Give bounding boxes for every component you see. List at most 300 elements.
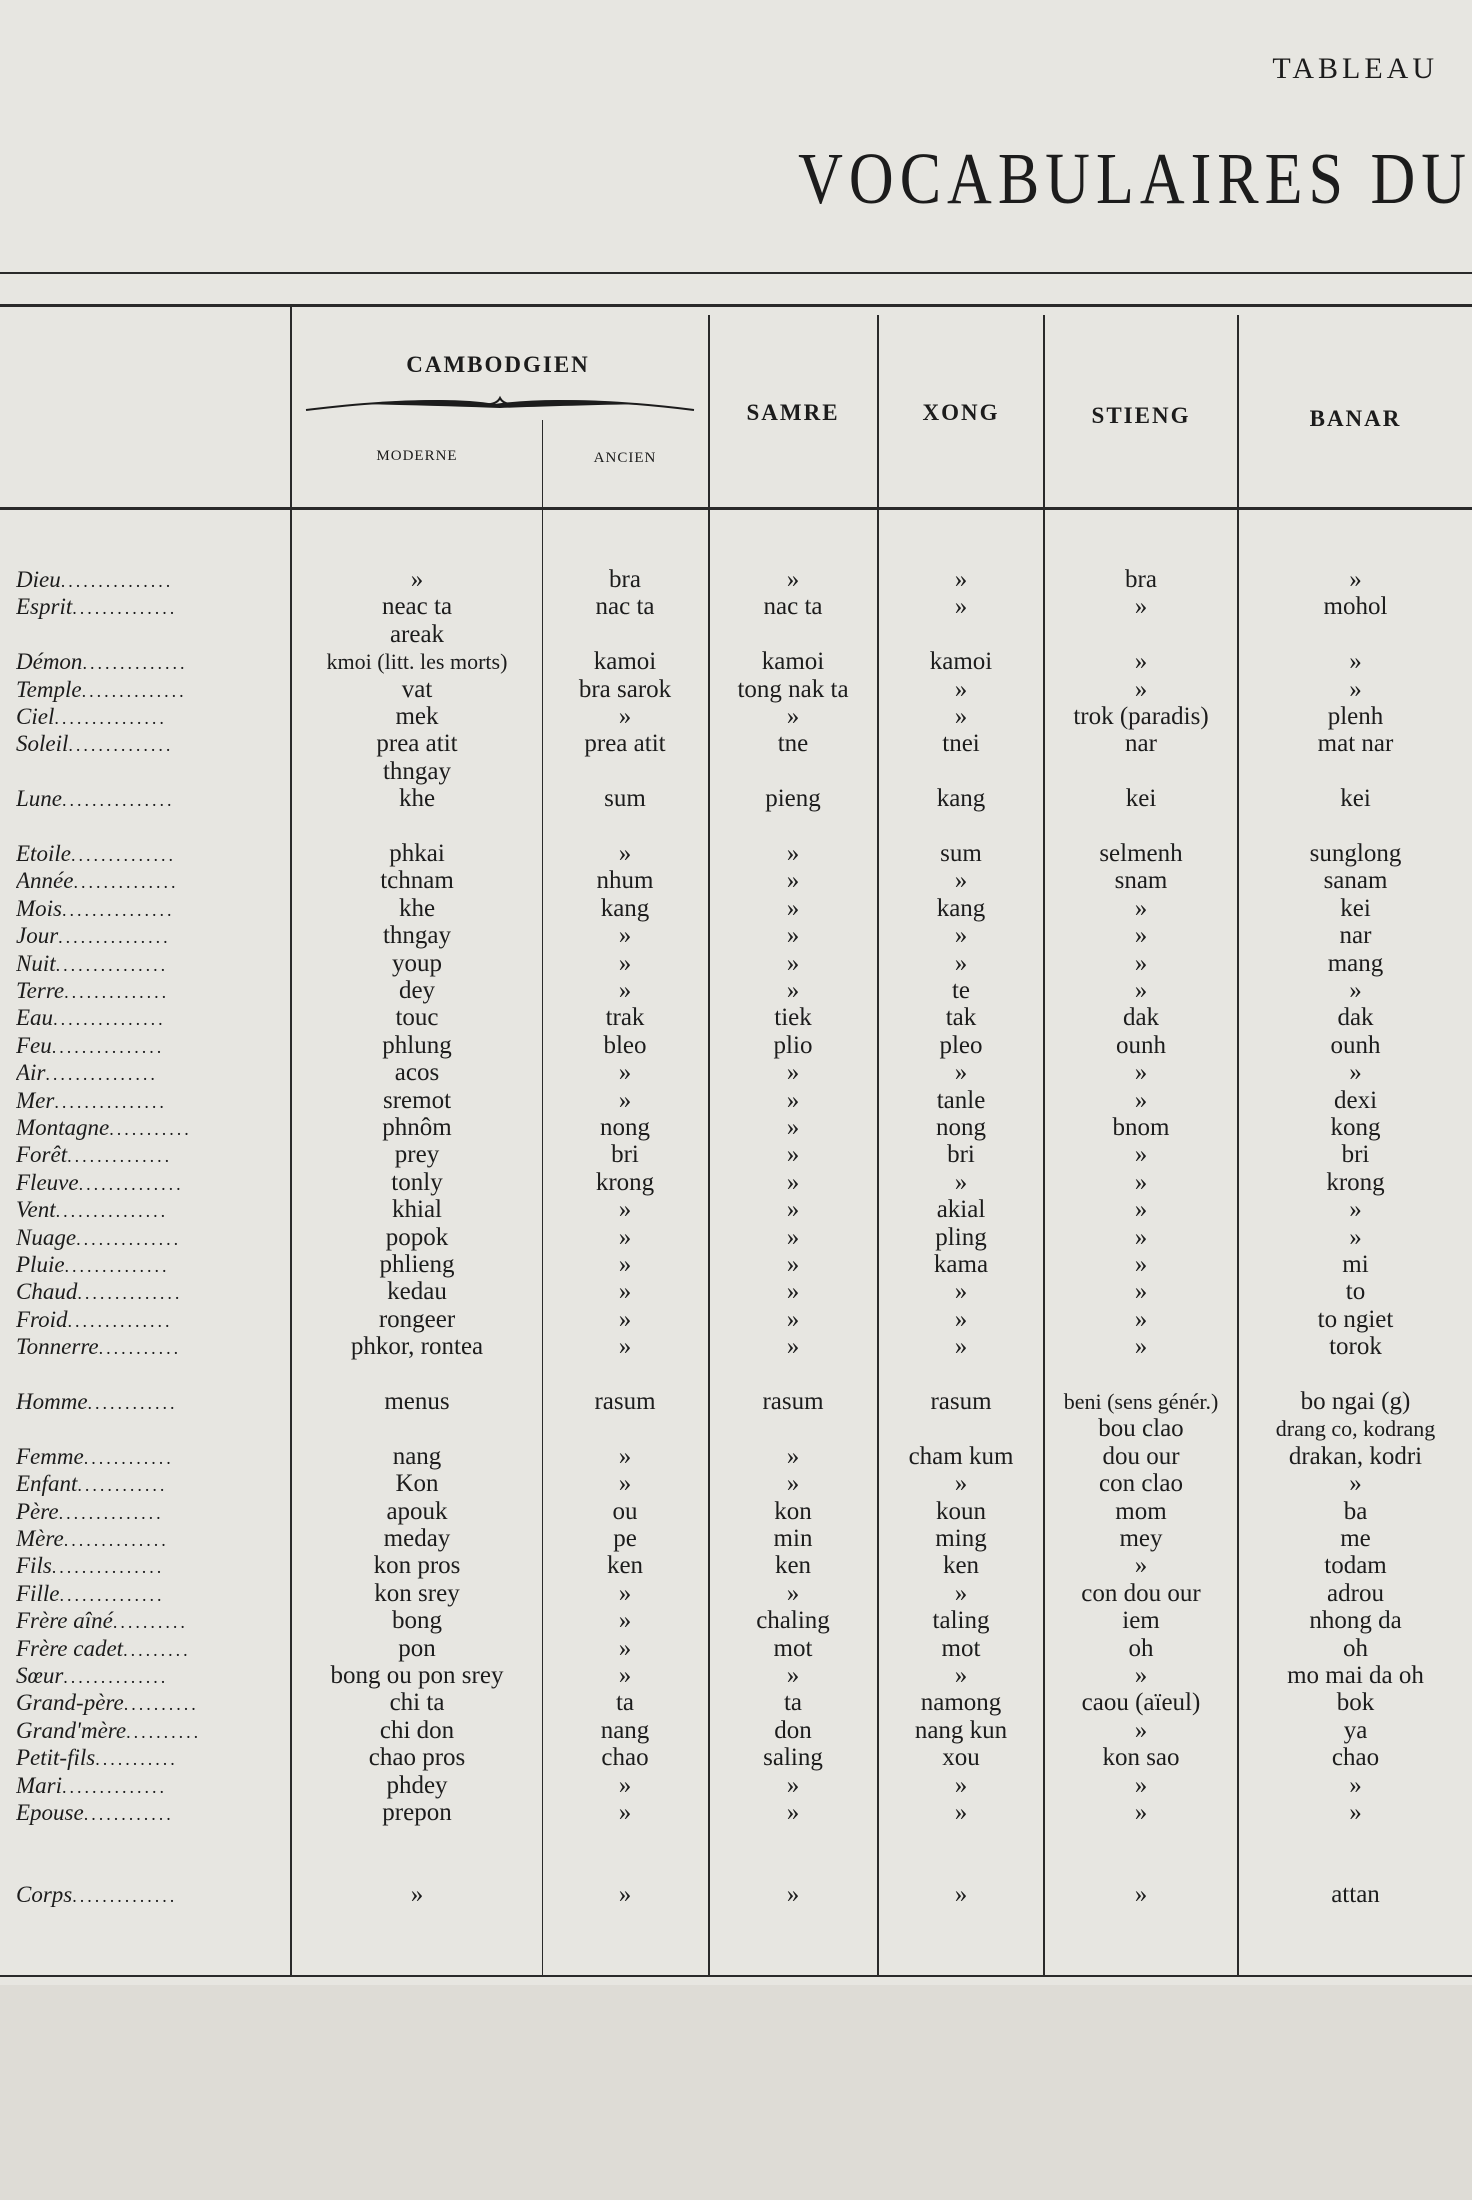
table-cell: pieng	[765, 785, 821, 813]
term-text: Sœur	[16, 1663, 64, 1688]
table-row	[0, 1141, 1472, 1168]
table-cell: bok	[1336, 1689, 1375, 1717]
leader-dots: ..............	[58, 1502, 164, 1523]
leader-dots: ..............	[67, 1310, 173, 1331]
table-cell: khe	[398, 894, 436, 922]
table-cell: »	[954, 1305, 968, 1333]
table-cell: »	[1349, 1196, 1362, 1224]
table-cell: »	[954, 1799, 968, 1826]
term-label	[16, 867, 278, 896]
table-row	[0, 977, 1472, 1004]
table-cell: »	[618, 840, 632, 867]
table-cell: ken	[942, 1552, 980, 1580]
table-cell: ta	[783, 1689, 803, 1717]
table-cell: bou clao	[1098, 1415, 1184, 1443]
leader-dots: ...............	[51, 1036, 165, 1057]
table-cell: kamoi	[929, 648, 993, 676]
table-cell: menus	[384, 1388, 450, 1415]
term-text: Jour	[16, 923, 59, 949]
table-row	[0, 922, 1472, 949]
table-cell: »	[786, 1168, 800, 1196]
table-cell: prey	[394, 1141, 440, 1169]
table-row	[0, 1772, 1472, 1799]
leader-dots: ..............	[62, 1776, 167, 1797]
table-cell: thngay	[382, 922, 452, 950]
term-text: Ciel	[16, 704, 55, 729]
table-cell: »	[618, 1662, 632, 1689]
table-cell: bra	[609, 566, 641, 593]
term-text: Frère cadet	[16, 1635, 124, 1661]
term-text: Grand-père	[16, 1690, 124, 1716]
table-cell: »	[618, 1086, 632, 1114]
table-cell: »	[618, 1799, 632, 1826]
term-label	[16, 840, 278, 869]
table-cell: »	[1134, 1223, 1148, 1251]
table-row	[0, 1361, 1472, 1388]
table-cell: drang co, kodrang	[1275, 1416, 1436, 1442]
table-cell: »	[410, 1881, 424, 1909]
table-cell: chao	[601, 1744, 649, 1772]
leader-dots: ...........	[109, 1119, 192, 1139]
table-cell: tne	[777, 730, 809, 758]
leader-dots: ..............	[77, 1283, 183, 1304]
table-cell: tak	[945, 1004, 977, 1032]
table-cell: khial	[392, 1196, 442, 1224]
table-cell: »	[618, 1196, 632, 1224]
table-cell: chi don	[379, 1716, 455, 1744]
table-cell: »	[1134, 1251, 1148, 1278]
table-cell: te	[951, 977, 971, 1004]
table-cell: »	[1134, 922, 1148, 950]
table-cell: »	[1134, 894, 1148, 922]
table-cell: apouk	[386, 1497, 448, 1525]
table-cell: khe	[398, 785, 436, 813]
table-cell: dak	[1122, 1004, 1160, 1032]
table-cell: iem	[1122, 1607, 1160, 1635]
term-label	[16, 1498, 278, 1527]
table-row	[0, 1607, 1472, 1634]
table-cell: sum	[940, 840, 982, 867]
table-cell: min	[773, 1525, 813, 1552]
term-label	[16, 1032, 278, 1061]
table-cell: »	[1134, 1141, 1148, 1169]
table-cell: kang	[936, 894, 986, 922]
term-text: Dieu	[16, 567, 61, 592]
table-cell: »	[786, 566, 800, 593]
table-cell: »	[618, 703, 632, 730]
table-cell: beni (sens génér.)	[1063, 1389, 1219, 1414]
table-cell: todam	[1324, 1552, 1387, 1580]
table-row	[0, 703, 1472, 730]
term-text: Mois	[16, 895, 62, 921]
term-label	[16, 1087, 278, 1116]
table-row	[0, 840, 1472, 867]
table-cell: kon pros	[373, 1552, 461, 1580]
table-cell: tnei	[942, 730, 980, 758]
leader-dots: .........	[123, 1639, 191, 1660]
table-cell: bra	[1125, 566, 1157, 593]
table-row	[0, 566, 1472, 593]
term-label	[16, 593, 278, 622]
table-cell: »	[1349, 1799, 1362, 1826]
table-cell: »	[786, 1333, 800, 1361]
table-cell: tonly	[391, 1168, 443, 1196]
table-cell: »	[1349, 648, 1362, 676]
table-cell: nong	[936, 1114, 986, 1141]
page-margin	[0, 1985, 1472, 2200]
table-row	[0, 1689, 1472, 1716]
table-row	[0, 1662, 1472, 1689]
term-text: Homme	[16, 1389, 88, 1414]
table-cell: »	[1349, 1223, 1362, 1251]
table-cell: »	[410, 566, 424, 593]
table-cell: dey	[398, 977, 436, 1004]
table-cell: kedau	[387, 1278, 447, 1306]
term-label	[16, 1717, 278, 1746]
table-cell: »	[954, 1168, 968, 1196]
term-label	[16, 1169, 278, 1198]
table-cell: trak	[605, 1004, 645, 1032]
table-cell: sanam	[1323, 867, 1388, 895]
table-row	[0, 785, 1472, 812]
brace-ornament	[300, 392, 700, 418]
table-cell: rasum	[594, 1388, 656, 1415]
term-label	[16, 566, 278, 595]
table-cell: »	[1134, 1196, 1148, 1224]
table-cell: ounh	[1330, 1031, 1381, 1059]
term-text: Année	[16, 868, 74, 894]
table-cell: »	[618, 1771, 632, 1799]
table-row	[0, 1525, 1472, 1552]
table-cell: bra sarok	[578, 675, 672, 703]
table-cell: »	[1349, 1059, 1362, 1087]
table-row	[0, 1278, 1472, 1305]
table-cell: »	[1134, 1305, 1148, 1333]
table-cell: »	[954, 703, 968, 730]
term-text: Nuage	[16, 1224, 77, 1250]
table-cell: adrou	[1327, 1579, 1384, 1607]
table-cell: bri	[611, 1141, 639, 1169]
table-cell: torok	[1329, 1333, 1382, 1361]
table-row	[0, 1635, 1472, 1662]
column-header-stieng: STIENG	[1091, 403, 1191, 428]
table-row	[0, 621, 1472, 648]
table-row	[0, 1799, 1472, 1826]
table-cell: »	[954, 922, 968, 950]
table-cell: »	[1134, 1333, 1148, 1361]
leader-dots: ..........	[112, 1612, 188, 1633]
leader-dots: ...........	[98, 1338, 182, 1359]
term-text: Etoile	[16, 841, 71, 866]
table-cell: drakan, kodri	[1288, 1442, 1423, 1470]
table-cell: kei	[1340, 785, 1371, 813]
table-cell: phkor, rontea	[350, 1333, 484, 1361]
column-header-moderne: MODERNE	[376, 448, 458, 464]
leader-dots: ...............	[58, 927, 171, 948]
table-cell: nang	[600, 1716, 650, 1744]
table-cell: ya	[1343, 1716, 1368, 1744]
term-label	[16, 1141, 278, 1170]
column-header-xong: XONG	[922, 400, 1000, 425]
leader-dots: ...............	[60, 571, 174, 591]
term-label	[16, 1470, 278, 1499]
table-cell: youp	[392, 949, 442, 977]
table-bottom-border	[0, 1975, 1472, 1977]
table-cell: nhum	[596, 867, 654, 895]
term-text: Esprit	[16, 594, 73, 620]
table-cell: bleo	[603, 1031, 647, 1059]
table-cell: ta	[615, 1689, 635, 1717]
term-label	[16, 1744, 278, 1773]
table-cell: »	[786, 1881, 800, 1909]
table-cell: don	[774, 1716, 812, 1744]
table-cell: »	[786, 1196, 800, 1224]
table-cell: chi ta	[389, 1689, 445, 1717]
table-row	[0, 593, 1472, 620]
table-cell: ba	[1343, 1497, 1368, 1525]
term-label	[16, 1772, 278, 1801]
table-cell: kamoi	[593, 648, 657, 676]
leader-dots: ..............	[63, 1530, 169, 1550]
table-cell: meday	[383, 1525, 451, 1552]
term-label	[16, 1224, 278, 1253]
table-cell: »	[618, 1278, 632, 1306]
table-row	[0, 1826, 1472, 1853]
term-text: Petit-fils	[16, 1745, 96, 1771]
table-cell: pleo	[939, 1031, 983, 1059]
table-cell: bong ou pon srey	[330, 1662, 504, 1689]
table-cell: attan	[1331, 1881, 1380, 1909]
table-cell: »	[1134, 1716, 1148, 1744]
leader-dots: ...............	[51, 1557, 165, 1578]
table-row	[0, 1744, 1472, 1771]
leader-dots: ...........	[95, 1749, 178, 1770]
table-cell: »	[786, 1141, 800, 1169]
header-bottom-rule	[0, 507, 1472, 510]
table-cell: nac ta	[595, 593, 655, 621]
table-cell: »	[786, 922, 800, 950]
leader-dots: ............	[83, 1804, 174, 1824]
table-cell: kon sao	[1102, 1744, 1180, 1772]
table-cell: nar	[1339, 922, 1372, 950]
term-text: Mer	[16, 1087, 55, 1113]
table-cell: »	[1134, 1278, 1148, 1306]
term-label	[16, 730, 278, 759]
table-cell: chaling	[756, 1607, 830, 1635]
table-row	[0, 1087, 1472, 1114]
table-row	[0, 895, 1472, 922]
table-cell: »	[954, 675, 968, 703]
table-cell: nang	[392, 1442, 442, 1470]
table-cell: sunglong	[1309, 840, 1402, 867]
table-cell: »	[1134, 1771, 1148, 1799]
page-supertitle: TABLEAU	[1272, 52, 1438, 85]
leader-dots: ..............	[72, 598, 178, 619]
table-cell: »	[786, 1059, 800, 1087]
table-cell: caou (aïeul)	[1081, 1689, 1201, 1717]
table-row	[0, 1470, 1472, 1497]
table-cell: »	[786, 1470, 800, 1498]
table-cell: bri	[947, 1141, 975, 1169]
table-row	[0, 648, 1472, 675]
table-row	[0, 1580, 1472, 1607]
term-text: Fille	[16, 1580, 60, 1606]
table-cell: kei	[1340, 894, 1371, 922]
table-cell: phkai	[389, 840, 445, 867]
table-cell: »	[954, 593, 968, 621]
term-label	[16, 922, 278, 951]
table-cell: »	[786, 949, 800, 977]
term-label	[16, 648, 278, 677]
leader-dots: ..............	[72, 1886, 178, 1907]
table-cell: »	[786, 1442, 800, 1470]
table-cell: »	[786, 840, 800, 867]
table-cell: »	[1349, 1470, 1362, 1498]
table-cell: sremot	[382, 1086, 452, 1114]
table-cell: pon	[398, 1634, 436, 1662]
table-cell: kamoi	[761, 648, 825, 676]
leader-dots: ..............	[70, 845, 176, 865]
table-cell: xou	[942, 1744, 980, 1772]
table-cell: cham kum	[908, 1442, 1014, 1470]
column-header-cambodgien: CAMBODGIEN	[406, 352, 590, 377]
table-cell: dou our	[1102, 1442, 1180, 1470]
table-cell: »	[618, 1223, 632, 1251]
table-cell: bnom	[1112, 1114, 1170, 1141]
table-cell: mek	[395, 703, 439, 730]
table-cell: »	[1134, 1168, 1148, 1196]
table-cell: ounh	[1116, 1031, 1166, 1059]
column-header-banar: BANAR	[1309, 406, 1402, 431]
term-text: Fleuve	[16, 1169, 79, 1195]
term-label	[16, 1443, 278, 1472]
table-cell: mi	[1342, 1251, 1369, 1278]
column-header-samre: SAMRE	[746, 400, 840, 425]
leader-dots: ..............	[63, 1667, 169, 1687]
table-cell: chao	[1331, 1744, 1380, 1772]
leader-dots: ..............	[73, 872, 179, 893]
table-row	[0, 676, 1472, 703]
table-cell: tiek	[774, 1004, 812, 1032]
table-row	[0, 1881, 1472, 1908]
table-cell: »	[786, 1662, 800, 1689]
table-cell: »	[954, 1579, 968, 1607]
term-label	[16, 1196, 278, 1225]
term-text: Froid	[16, 1306, 68, 1332]
table-row	[0, 1854, 1472, 1881]
term-label	[16, 1525, 278, 1554]
table-row	[0, 1251, 1472, 1278]
table-row	[0, 1388, 1472, 1415]
term-text: Epouse	[16, 1800, 84, 1825]
table-cell: »	[1134, 1552, 1148, 1580]
leader-dots: ..............	[78, 1173, 184, 1194]
table-cell: »	[786, 1799, 800, 1826]
term-label	[16, 1881, 278, 1910]
table-cell: »	[1134, 675, 1148, 703]
term-text: Enfant	[16, 1471, 78, 1497]
column-header-ancien: ANCIEN	[593, 450, 657, 466]
term-label	[16, 1278, 278, 1307]
table-cell: mo mai da oh	[1287, 1662, 1424, 1689]
table-cell: »	[1349, 977, 1362, 1004]
table-cell: nac ta	[763, 593, 823, 621]
table-cell: nong	[600, 1114, 650, 1141]
table-cell: »	[954, 867, 968, 895]
leader-dots: ...............	[62, 790, 175, 811]
table-cell: »	[954, 1662, 968, 1689]
term-text: Soleil	[16, 731, 69, 757]
leader-dots: ..............	[59, 1584, 165, 1605]
table-cell: trok (paradis)	[1073, 703, 1209, 730]
table-cell: kmoi (litt. les morts)	[326, 649, 508, 675]
table-cell: prea atit	[584, 730, 666, 758]
table-cell: »	[786, 1223, 800, 1251]
table-cell: dexi	[1333, 1086, 1378, 1114]
table-cell: pe	[613, 1525, 637, 1552]
table-cell: »	[1134, 949, 1148, 977]
table-cell: ken	[774, 1552, 812, 1580]
term-text: Tonnerre	[16, 1334, 99, 1360]
term-label	[16, 950, 278, 979]
table-cell: plenh	[1327, 703, 1384, 730]
table-cell: con dou our	[1081, 1579, 1201, 1607]
term-label	[16, 1251, 278, 1280]
table-cell: prepon	[382, 1799, 452, 1826]
leader-dots: ............	[77, 1475, 168, 1496]
table-cell: »	[1134, 1086, 1148, 1114]
table-cell: ken	[606, 1552, 644, 1580]
term-text: Fils	[16, 1553, 52, 1579]
table-row	[0, 1004, 1472, 1031]
table-cell: phlung	[382, 1031, 452, 1059]
table-cell: to ngiet	[1317, 1305, 1394, 1333]
leader-dots: ..............	[64, 1256, 170, 1276]
table-cell: »	[618, 1305, 632, 1333]
term-label	[16, 1552, 278, 1581]
table-cell: dak	[1337, 1004, 1374, 1032]
leader-dots: ............	[83, 1447, 174, 1468]
table-cell: »	[1349, 675, 1362, 703]
term-label	[16, 1059, 278, 1088]
term-text: Nuit	[16, 950, 56, 976]
table-cell: me	[1340, 1525, 1371, 1552]
table-cell: tong nak ta	[737, 675, 849, 703]
table-row	[0, 867, 1472, 894]
table-cell: nhong da	[1309, 1607, 1402, 1635]
leader-dots: ..........	[123, 1694, 199, 1715]
leader-dots: ..............	[76, 1228, 182, 1249]
leader-dots: ...............	[54, 708, 167, 728]
table-cell: to	[1345, 1278, 1366, 1306]
table-row	[0, 730, 1472, 757]
table-cell: touc	[395, 1004, 439, 1032]
table-cell: neac ta	[381, 593, 453, 621]
table-cell: »	[618, 977, 632, 1004]
term-label	[16, 1799, 278, 1828]
page-title: VOCABULAIRES DU	[798, 139, 1472, 220]
table-cell: rongeer	[378, 1305, 456, 1333]
term-label	[16, 1580, 278, 1609]
table-cell: taling	[932, 1607, 990, 1635]
table-cell: »	[1134, 593, 1148, 621]
leader-dots: ..............	[81, 680, 187, 701]
table-cell: »	[786, 1251, 800, 1278]
table-cell: saling	[763, 1744, 823, 1772]
leader-dots: ..............	[82, 653, 188, 674]
table-cell: areak	[389, 620, 445, 648]
leader-dots: ..............	[67, 1146, 173, 1167]
